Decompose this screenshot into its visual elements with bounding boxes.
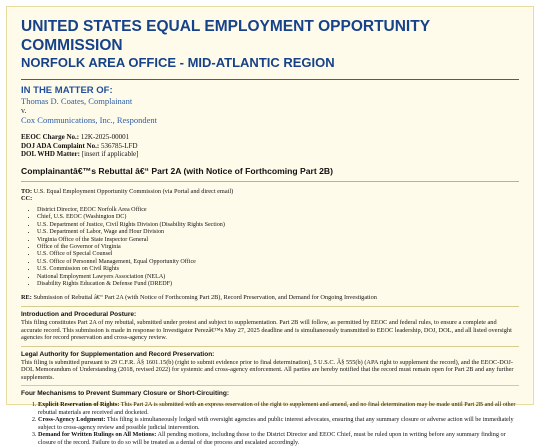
header-rule [21,79,519,80]
intro-paragraph: This filing constitutes Part 2A of my rebuttal, submitted under protest and subject to supplementation. Part 2B will follow, as permitted by EEOC and federal rules, to ensure a complete and accurate record. This submission is made in response to Investigator Perezâ€™s May 27, 2025 deadline and is simultaneously transmitted to EEOC leadership, DOJ, DOL, and all listed oversight agencies for record preservation and cross-agency review. [21,319,512,342]
cc-item: • Chief, U.S. EEOC (Washington DC) [37,214,519,221]
cc-list [21,207,519,288]
doj-value: 536785-LFD [100,141,138,150]
versus-label: v. [21,106,27,115]
cc-item: • U.S. Commission on Civil Rights [37,266,519,273]
mechanisms-list [21,401,519,446]
legal-authority-paragraph: This filing is submitted pursuant to 29 C.F.R. Â§ 1601.15(b) (right to submit evidence prior to final determination), 5 U.S.C. Â§ 555(b) (APA right to supplement the record), and the EEOC-DOJ-DOL Memorandum of Understanding (2018, revised 2022) for systemic and cross-agency enforcement. All parties are hereby notified that the record must remain open for Part 2B and any further supplements. [21,358,514,381]
cc-item: • National Employment Lawyers Association (NELA) [37,274,519,281]
section-divider [21,346,519,347]
mechanism-label: Explicit Reservation of Rights: [38,401,120,409]
mechanism-text: All pending motions, including those to the District Director and EEOC Chief, must be ruled upon in writing before any summary finding or closure of the record. Failure to do so will be treated as a denial of due process and escalated accordingly. [38,431,506,446]
whd-label: DOL WHD Matter: [21,150,80,159]
cc-item: • U.S. Office of Personnel Management, Equal Opportunity Office [37,259,519,266]
cc-item: • U.S. Office of Special Counsel [37,251,519,258]
to-label: TO: [21,187,33,195]
respondent-name: Cox Communications, Inc., Respondent [21,115,157,125]
cc-label: CC: [21,195,33,203]
cc-item: • Disability Rights Education & Defense Fund (DREDF) [37,281,519,288]
cc-item: • Office of the Governor of Virginia [37,244,519,251]
mechanism-item [38,416,519,431]
document-page [6,6,534,446]
office-title: NORFOLK AREA OFFICE - MID-ATLANTIC REGION [21,55,335,70]
re-line [21,294,519,302]
agency-title: UNITED STATES EQUAL EMPLOYMENT OPPORTUNITY COMMISSION [21,18,430,54]
case-numbers [21,133,519,159]
charge-value: 12K-2025-00001 [80,133,130,141]
whd-value: [insert if applicable] [81,150,139,159]
cc-item: • U.S. Department of Labor, Wage and Hour Division [37,229,519,236]
mechanism-text: This Part 2A is submitted with an express reservation of the right to supplement and amend, and no final determination may be made until Part 2B and all other rebuttal materials are received and docketed. [38,401,516,416]
complainant-name: Thomas D. Coates, Complainant [21,96,133,106]
re-value: Submission of Rebuttal â€“ Part 2A (with Notice of Forthcoming Part 2B), Record Preservation, and Demand for Ongoing Investigation [33,294,377,302]
legal-authority-heading: Legal Authority for Supplementation and Record Preservation: [21,350,215,358]
section-divider [21,306,519,307]
re-label: RE: [21,294,32,302]
to-value: U.S. Equal Employment Opportunity Commission (via Portal and direct email) [33,187,234,195]
mechanisms-heading: Four Mechanisms to Prevent Summary Closure or Short-Circuiting: [21,390,230,398]
cc-line [21,195,519,203]
intro-heading: Introduction and Procedural Posture: [21,311,137,319]
to-line [21,188,519,196]
mechanism-label: Cross-Agency Lodgment: [38,416,106,424]
cc-item: • District Director, EEOC Norfolk Area Office [37,207,519,214]
cc-item: • Virginia Office of the State Inspector General [37,237,519,244]
matter-heading: IN THE MATTER OF: [21,85,113,96]
section-divider [21,385,519,386]
cc-item: • U.S. Department of Justice, Civil Rights Division (Disability Rights Section) [37,222,519,229]
mechanism-item [38,401,519,416]
mechanism-item [38,431,519,446]
mechanism-label: Demand for Written Rulings on All Motions: [38,431,157,439]
charge-label: EEOC Charge No.: [21,133,80,141]
title-rule [21,181,519,182]
doj-label: DOJ ADA Complaint No.: [21,141,100,150]
mechanism-text: This filing is simultaneously lodged with oversight agencies and public interest advocates, ensuring that any summary closure or adverse action will be immediately subject to cross-agency review and possible judicial intervention. [38,416,514,431]
document-title: Complainantâ€™s Rebuttal â€“ Part 2A (with Notice of Forthcoming Part 2B) [21,165,333,176]
